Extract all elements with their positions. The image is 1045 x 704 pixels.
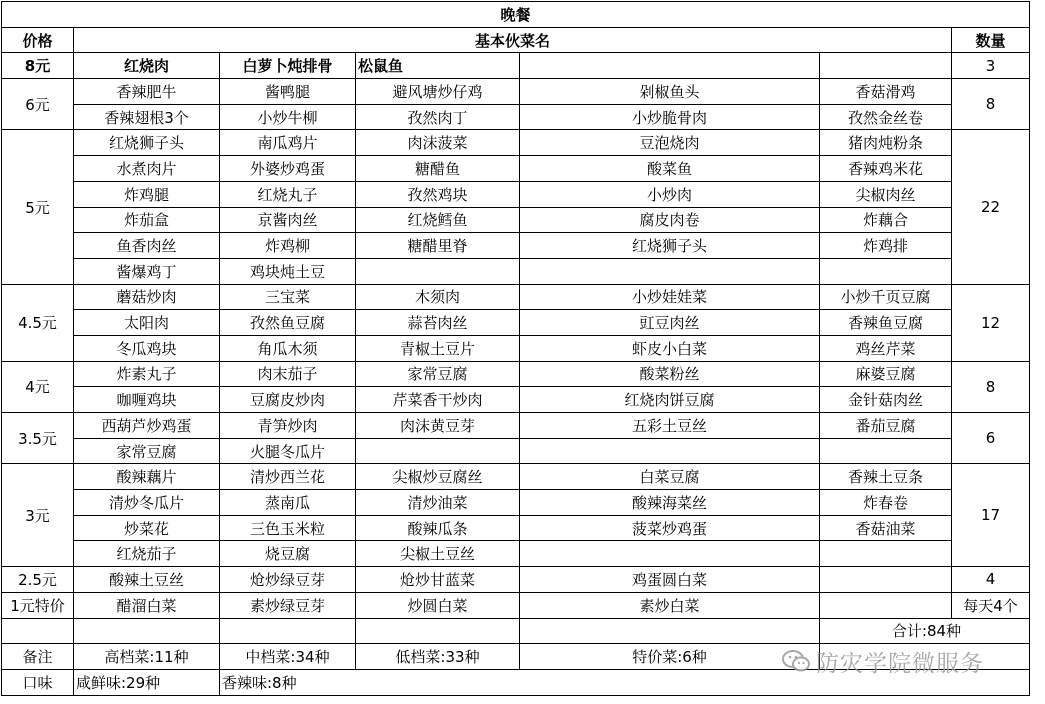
dish-cell bbox=[520, 438, 820, 464]
dish-cell: 豇豆肉丝 bbox=[520, 310, 820, 336]
dish-cell: 咖喱鸡块 bbox=[74, 387, 220, 413]
dish-cell: 酸辣藕片 bbox=[74, 464, 220, 490]
dish-cell: 清炒冬瓜片 bbox=[74, 490, 220, 516]
dish-row bbox=[2, 387, 1030, 413]
note-item: 中档菜:34种 bbox=[220, 644, 356, 670]
dish-cell bbox=[520, 258, 820, 284]
sheet-title: 晚餐 bbox=[2, 2, 1030, 28]
menu-table-body bbox=[2, 2, 1030, 696]
dish-cell: 小炒牛柳 bbox=[220, 104, 356, 130]
dish-cell: 蒜苔肉丝 bbox=[356, 310, 520, 336]
dish-cell: 蒸南瓜 bbox=[220, 490, 356, 516]
special-count: 3 bbox=[952, 53, 1030, 79]
empty-cell bbox=[220, 618, 356, 644]
dish-cell: 猪肉炖粉条 bbox=[820, 130, 952, 156]
dish-cell: 炸藕合 bbox=[820, 207, 952, 233]
total-row bbox=[2, 618, 1030, 644]
dish-row bbox=[2, 567, 1030, 593]
dish-cell: 酸辣土豆丝 bbox=[74, 567, 220, 593]
dish-cell: 炸茄盒 bbox=[74, 207, 220, 233]
price-cell: 3.5元 bbox=[2, 413, 74, 464]
price-cell: 2.5元 bbox=[2, 567, 74, 593]
dish-cell: 金针菇肉丝 bbox=[820, 387, 952, 413]
dish-cell: 炸春卷 bbox=[820, 490, 952, 516]
dish-cell: 炒菜花 bbox=[74, 515, 220, 541]
price-cell: 6元 bbox=[2, 79, 74, 130]
dish-cell: 香辣翅根3个 bbox=[74, 104, 220, 130]
dish-cell: 豆腐皮炒肉 bbox=[220, 387, 356, 413]
dish-cell: 炸鸡腿 bbox=[74, 181, 220, 207]
dish-cell: 肉沫黄豆芽 bbox=[356, 413, 520, 439]
dish-row bbox=[2, 464, 1030, 490]
taste-item: 咸鲜味:29种 bbox=[74, 669, 220, 695]
count-cell: 8 bbox=[952, 79, 1030, 130]
dish-cell: 鸡块炖土豆 bbox=[220, 258, 356, 284]
dish-row bbox=[2, 361, 1030, 387]
dish-cell: 三宝菜 bbox=[220, 284, 356, 310]
price-cell: 5元 bbox=[2, 130, 74, 284]
dish-cell: 酱爆鸡丁 bbox=[74, 258, 220, 284]
price-cell: 1元特价 bbox=[2, 592, 74, 618]
dish-cell: 南瓜鸡片 bbox=[220, 130, 356, 156]
dish-cell: 清炒油菜 bbox=[356, 490, 520, 516]
dish-cell: 蘑菇炒肉 bbox=[74, 284, 220, 310]
dish-cell: 三色玉米粒 bbox=[220, 515, 356, 541]
dish-cell: 鸡丝芹菜 bbox=[820, 335, 952, 361]
special-dish: 红烧肉 bbox=[74, 53, 220, 79]
dish-row bbox=[2, 233, 1030, 259]
dish-cell: 孜然金丝卷 bbox=[820, 104, 952, 130]
dish-cell bbox=[520, 541, 820, 567]
dish-cell: 小炒千页豆腐 bbox=[820, 284, 952, 310]
dish-row bbox=[2, 207, 1030, 233]
dish-cell: 醋溜白菜 bbox=[74, 592, 220, 618]
price-cell: 4.5元 bbox=[2, 284, 74, 361]
dish-row bbox=[2, 130, 1030, 156]
header-dish-names: 基本伙菜名 bbox=[74, 27, 952, 53]
count-cell: 8 bbox=[952, 361, 1030, 412]
wechat-icon bbox=[782, 649, 810, 673]
dish-cell: 孜然鱼豆腐 bbox=[220, 310, 356, 336]
title-row bbox=[2, 2, 1030, 28]
dish-cell: 糖醋鱼 bbox=[356, 156, 520, 182]
dish-cell: 酸菜鱼 bbox=[520, 156, 820, 182]
dish-cell: 小炒娃娃菜 bbox=[520, 284, 820, 310]
dish-cell: 家常豆腐 bbox=[74, 438, 220, 464]
empty-cell bbox=[356, 618, 520, 644]
dish-cell: 避风塘炒仔鸡 bbox=[356, 79, 520, 105]
dish-cell: 冬瓜鸡块 bbox=[74, 335, 220, 361]
menu-table bbox=[1, 1, 1030, 696]
dish-cell: 香辣土豆条 bbox=[820, 464, 952, 490]
dish-cell bbox=[356, 438, 520, 464]
dish-cell: 京酱肉丝 bbox=[220, 207, 356, 233]
count-cell: 每天4个 bbox=[952, 592, 1030, 618]
dish-row bbox=[2, 541, 1030, 567]
dish-cell: 孜然鸡块 bbox=[356, 181, 520, 207]
dish-row bbox=[2, 104, 1030, 130]
dish-cell: 外婆炒鸡蛋 bbox=[220, 156, 356, 182]
dish-cell: 香菇油菜 bbox=[820, 515, 952, 541]
dish-cell: 青椒土豆片 bbox=[356, 335, 520, 361]
dish-cell: 火腿冬瓜片 bbox=[220, 438, 356, 464]
count-cell: 17 bbox=[952, 464, 1030, 567]
dish-cell: 角瓜木须 bbox=[220, 335, 356, 361]
special-row bbox=[2, 53, 1030, 79]
taste-label: 口味 bbox=[2, 669, 74, 695]
header-row bbox=[2, 27, 1030, 53]
special-dish: 白萝卜炖排骨 bbox=[220, 53, 356, 79]
empty-cell bbox=[520, 53, 820, 79]
dish-cell: 素炒绿豆芽 bbox=[220, 592, 356, 618]
dish-cell: 素炒白菜 bbox=[520, 592, 820, 618]
dish-row bbox=[2, 310, 1030, 336]
price-cell: 4元 bbox=[2, 361, 74, 412]
dish-cell: 红烧肉饼豆腐 bbox=[520, 387, 820, 413]
dish-cell: 酸辣海菜丝 bbox=[520, 490, 820, 516]
dish-cell: 太阳肉 bbox=[74, 310, 220, 336]
notes-label: 备注 bbox=[2, 644, 74, 670]
empty-cell bbox=[74, 618, 220, 644]
dish-cell bbox=[356, 258, 520, 284]
dish-cell bbox=[820, 438, 952, 464]
header-count: 数量 bbox=[952, 27, 1030, 53]
dish-cell bbox=[820, 567, 952, 593]
count-cell: 4 bbox=[952, 567, 1030, 593]
dish-cell: 五彩土豆丝 bbox=[520, 413, 820, 439]
dish-cell: 西葫芦炒鸡蛋 bbox=[74, 413, 220, 439]
dish-cell: 木须肉 bbox=[356, 284, 520, 310]
dish-cell: 虾皮小白菜 bbox=[520, 335, 820, 361]
dish-cell: 酸辣瓜条 bbox=[356, 515, 520, 541]
dish-row bbox=[2, 156, 1030, 182]
dish-cell: 芹菜香干炒肉 bbox=[356, 387, 520, 413]
dish-cell: 剁椒鱼头 bbox=[520, 79, 820, 105]
special-price: 8元 bbox=[2, 53, 74, 79]
dish-cell: 香菇滑鸡 bbox=[820, 79, 952, 105]
header-price: 价格 bbox=[2, 27, 74, 53]
note-item: 高档菜:11种 bbox=[74, 644, 220, 670]
dish-cell: 酱鸭腿 bbox=[220, 79, 356, 105]
dish-cell: 鸡蛋圆白菜 bbox=[520, 567, 820, 593]
dish-cell: 番茄豆腐 bbox=[820, 413, 952, 439]
dish-cell: 清炒西兰花 bbox=[220, 464, 356, 490]
dish-cell: 炸鸡排 bbox=[820, 233, 952, 259]
note-item: 低档菜:33种 bbox=[356, 644, 520, 670]
total-cell: 合计:84种 bbox=[820, 618, 1030, 644]
dish-row bbox=[2, 413, 1030, 439]
dish-row bbox=[2, 258, 1030, 284]
dish-cell: 炸素丸子 bbox=[74, 361, 220, 387]
dish-cell: 尖椒肉丝 bbox=[820, 181, 952, 207]
dish-cell: 鱼香肉丝 bbox=[74, 233, 220, 259]
dish-cell bbox=[820, 541, 952, 567]
dish-row bbox=[2, 284, 1030, 310]
count-cell: 6 bbox=[952, 413, 1030, 464]
dish-cell: 肉沫菠菜 bbox=[356, 130, 520, 156]
dish-cell: 糖醋里脊 bbox=[356, 233, 520, 259]
dish-cell: 红烧狮子头 bbox=[74, 130, 220, 156]
dish-cell: 酸菜粉丝 bbox=[520, 361, 820, 387]
dish-row bbox=[2, 181, 1030, 207]
dish-cell: 香辣鱼豆腐 bbox=[820, 310, 952, 336]
dish-cell: 炝炒甘蓝菜 bbox=[356, 567, 520, 593]
dish-cell: 尖椒炒豆腐丝 bbox=[356, 464, 520, 490]
empty-cell bbox=[820, 53, 952, 79]
watermark bbox=[782, 644, 1022, 678]
dish-cell: 菠菜炒鸡蛋 bbox=[520, 515, 820, 541]
dish-cell: 炸鸡柳 bbox=[220, 233, 356, 259]
dish-cell: 腐皮肉卷 bbox=[520, 207, 820, 233]
dish-cell: 红烧鳕鱼 bbox=[356, 207, 520, 233]
dish-cell: 肉末茄子 bbox=[220, 361, 356, 387]
empty-cell bbox=[2, 618, 74, 644]
dish-cell: 小炒脆骨肉 bbox=[520, 104, 820, 130]
dish-cell: 炒圆白菜 bbox=[356, 592, 520, 618]
dish-cell: 尖椒土豆丝 bbox=[356, 541, 520, 567]
empty-cell bbox=[520, 618, 820, 644]
dish-row bbox=[2, 438, 1030, 464]
dish-row bbox=[2, 490, 1030, 516]
special-dish: 松鼠鱼 bbox=[356, 53, 520, 79]
dish-cell bbox=[820, 592, 952, 618]
dish-cell: 小炒肉 bbox=[520, 181, 820, 207]
dish-cell: 烧豆腐 bbox=[220, 541, 356, 567]
taste-item: 香辣味:8种 bbox=[220, 669, 1030, 695]
count-cell: 12 bbox=[952, 284, 1030, 361]
dish-cell: 白菜豆腐 bbox=[520, 464, 820, 490]
count-cell: 22 bbox=[952, 130, 1030, 284]
price-cell: 3元 bbox=[2, 464, 74, 567]
dish-cell: 炝炒绿豆芽 bbox=[220, 567, 356, 593]
dish-row bbox=[2, 515, 1030, 541]
note-item: 特价菜:6种 bbox=[520, 644, 820, 670]
dish-row bbox=[2, 592, 1030, 618]
dish-cell: 香辣鸡米花 bbox=[820, 156, 952, 182]
dish-cell: 青笋炒肉 bbox=[220, 413, 356, 439]
dish-row bbox=[2, 335, 1030, 361]
dish-cell: 红烧茄子 bbox=[74, 541, 220, 567]
dish-cell bbox=[820, 258, 952, 284]
dish-cell: 家常豆腐 bbox=[356, 361, 520, 387]
dish-row bbox=[2, 79, 1030, 105]
dish-cell: 孜然肉丁 bbox=[356, 104, 520, 130]
dish-cell: 水煮肉片 bbox=[74, 156, 220, 182]
dish-cell: 豆泡烧肉 bbox=[520, 130, 820, 156]
watermark-text: 防灾学院微服务 bbox=[816, 650, 984, 677]
dish-cell: 麻婆豆腐 bbox=[820, 361, 952, 387]
dish-cell: 香辣肥牛 bbox=[74, 79, 220, 105]
dish-cell: 红烧狮子头 bbox=[520, 233, 820, 259]
dish-cell: 红烧丸子 bbox=[220, 181, 356, 207]
